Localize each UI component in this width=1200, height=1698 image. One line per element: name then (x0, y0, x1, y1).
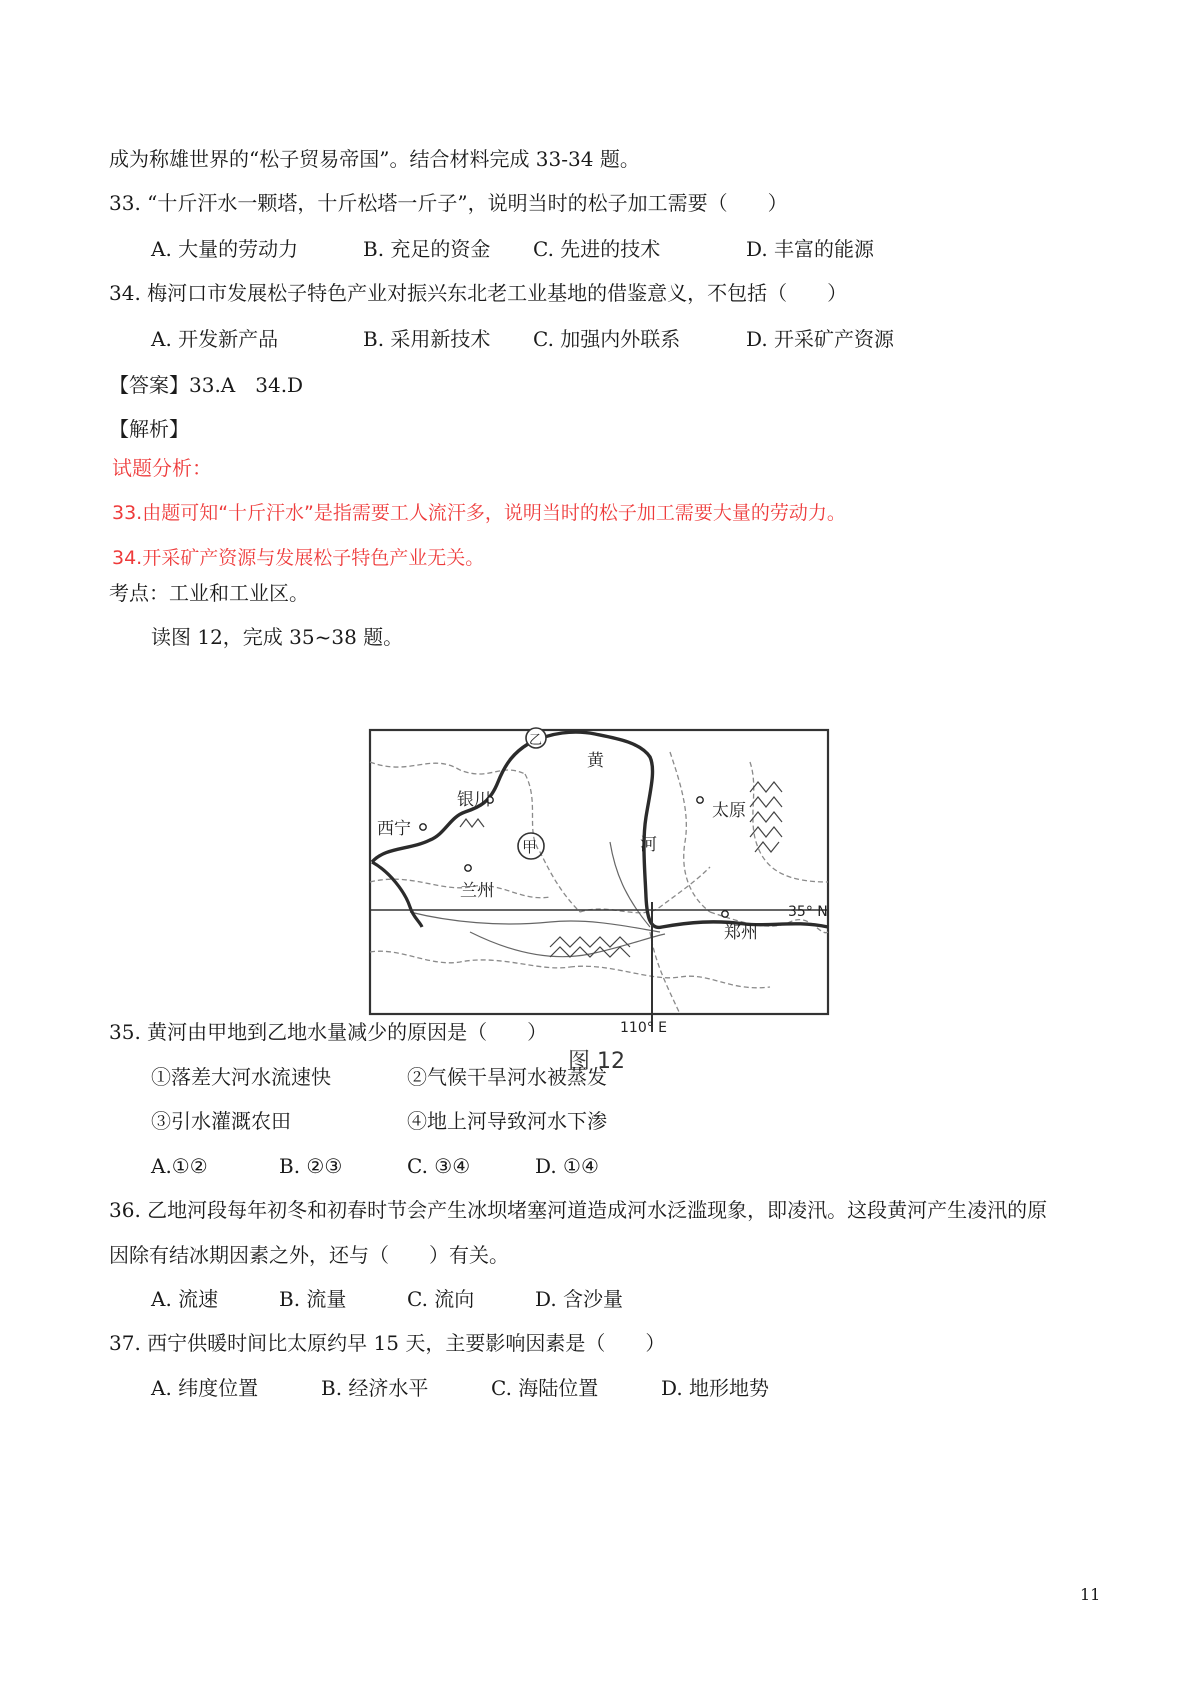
map-label-yinchuan: 银川 (457, 790, 491, 810)
q33-option-d: D. 丰富的能源 (746, 237, 875, 261)
map-label-taiyuan: 太原 (712, 801, 746, 821)
map-label-lat: 35° N (788, 904, 828, 920)
q37-option-a: A. 纬度位置 (151, 1376, 259, 1400)
page-number: 11 (1080, 1585, 1101, 1604)
q34-option-d: D. 开采矿产资源 (746, 327, 895, 351)
q35-statement-4: ④地上河导致河水下渗 (407, 1109, 607, 1133)
map-label-xining: 西宁 (377, 819, 411, 839)
q35-option-c: C. ③④ (407, 1154, 471, 1178)
q35-option-d: D. ①④ (535, 1154, 599, 1178)
read-map-instruction: 读图 12，完成 35~38 题。 (151, 625, 404, 649)
map-label-zhengzhou: 郑州 (724, 923, 758, 943)
map-caption: 图 12 (568, 1049, 625, 1074)
q34-stem: 34. 梅河口市发展松子特色产业对振兴东北老工业基地的借鉴意义，不包括（ ） (109, 281, 848, 305)
q34-option-c: C. 加强内外联系 (533, 327, 681, 351)
answer-line: 【答案】33.A 34.D (109, 373, 304, 397)
analysis-line-33: 33.由题可知“十斤汗水”是指需要工人流汗多，说明当时的松子加工需要大量的劳动力。 (112, 502, 846, 524)
map-label-huang: 黄 (587, 751, 604, 771)
q34-option-a: A. 开发新产品 (151, 327, 279, 351)
intro-line: 成为称雄世界的“松子贸易帝国”。结合材料完成 33-34 题。 (109, 147, 640, 171)
q37-stem: 37. 西宁供暖时间比太原约早 15 天，主要影响因素是（ ） (109, 1331, 666, 1355)
q33-option-c: C. 先进的技术 (533, 237, 661, 261)
map-figure-12 (350, 722, 850, 1102)
kaodian-line: 考点：工业和工业区。 (109, 581, 309, 605)
q36-option-c: C. 流向 (407, 1287, 475, 1311)
q37-option-c: C. 海陆位置 (491, 1376, 599, 1400)
q35-option-b: B. ②③ (279, 1154, 343, 1178)
q33-option-a: A. 大量的劳动力 (151, 237, 299, 261)
map-label-yi: 乙 (529, 733, 543, 748)
q33-stem: 33. “十斤汗水一颗塔，十斤松塔一斤子”，说明当时的松子加工需要（ ） (109, 191, 788, 215)
q36-option-d: D. 含沙量 (535, 1287, 624, 1311)
analysis-heading: 试题分析： (112, 456, 212, 480)
map-label-lon: 110° E (620, 1020, 668, 1036)
q36-stem-line2: 因除有结冰期因素之外，还与（ ）有关。 (109, 1243, 509, 1267)
q34-option-b: B. 采用新技术 (363, 327, 491, 351)
q36-option-a: A. 流速 (151, 1287, 219, 1311)
map-label-he: 河 (640, 835, 657, 855)
q37-option-b: B. 经济水平 (321, 1376, 429, 1400)
q37-option-d: D. 地形地势 (661, 1376, 770, 1400)
q35-statement-2: ②气候干旱河水被蒸发 (407, 1065, 607, 1089)
q33-option-b: B. 充足的资金 (363, 237, 491, 261)
q35-statement-1: ①落差大河水流速快 (151, 1065, 331, 1089)
q35-stem: 35. 黄河由甲地到乙地水量减少的原因是（ ） (109, 1020, 548, 1044)
map-label-jia: 甲 (522, 838, 538, 856)
q35-option-a: A.①② (151, 1154, 208, 1178)
q36-option-b: B. 流量 (279, 1287, 347, 1311)
map-label-lanzhou: 兰州 (460, 881, 494, 901)
q36-stem-line1: 36. 乙地河段每年初冬和初春时节会产生冰坝堵塞河道造成河水泛滥现象，即凌汛。这段黄河产生凌汛的原 (109, 1198, 1048, 1222)
analysis-line-34: 34.开采矿产资源与发展松子特色产业无关。 (112, 547, 485, 569)
analysis-label: 【解析】 (109, 417, 189, 441)
q35-statement-3: ③引水灌溉农田 (151, 1109, 291, 1133)
